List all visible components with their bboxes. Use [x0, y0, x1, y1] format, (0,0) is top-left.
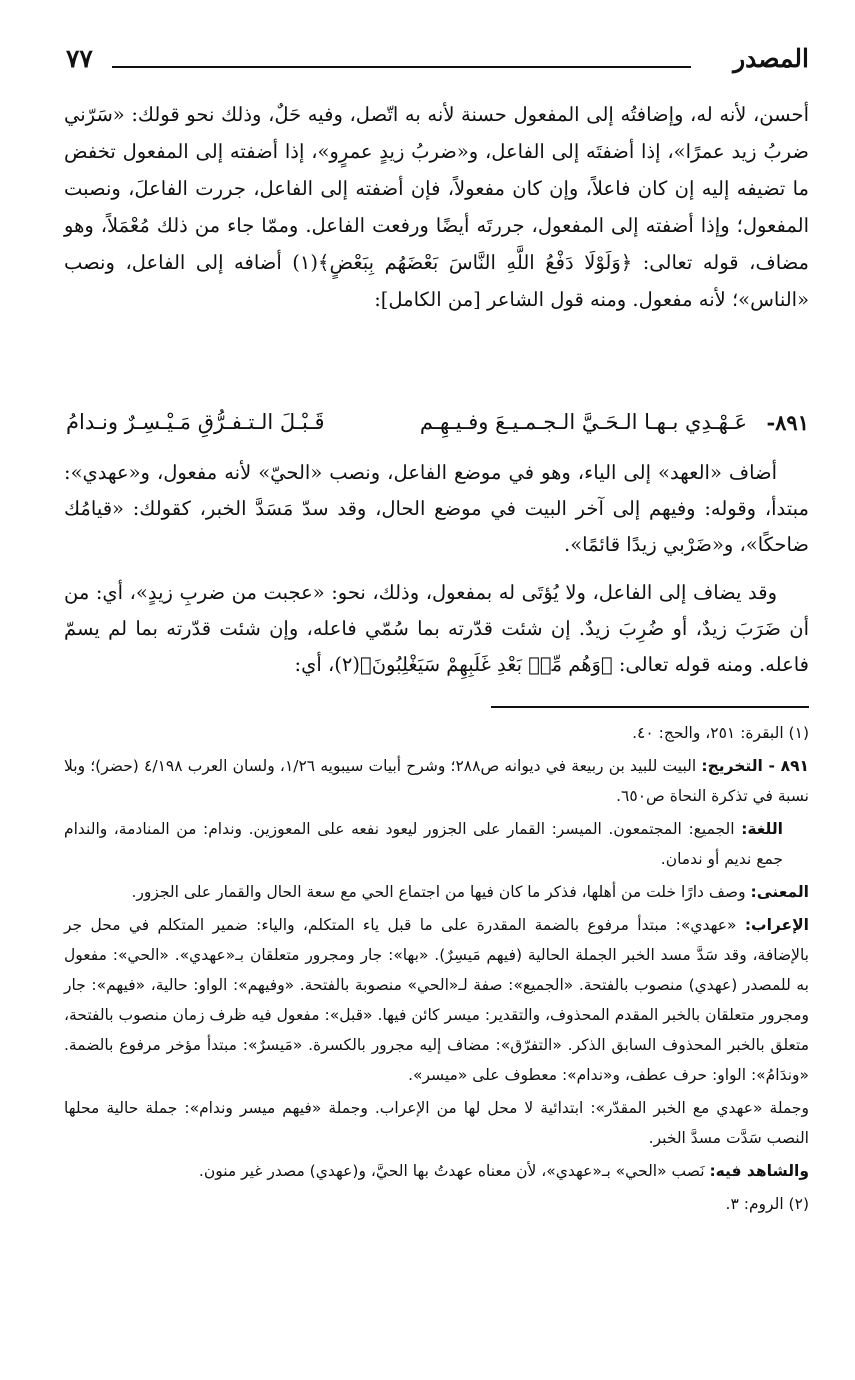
jumla-note: وجملة «عهدي مع الخبر المقدّر»: ابتدائية لا محل لها من الإعراب. وجملة «فيهم ميسر وندام»: جملة حالية محلها النصب سَدَّت مسدَّ الخبر. [64, 1099, 809, 1147]
shahid-note [64, 1156, 809, 1186]
paragraph: أحسن، لأنه له، وإضافتُه إلى المفعول حسنة لأنه به اتّصل، وفيه حَلٌ، وذلك نحو قولك: «سَرّني ضربُ زيد عمرًا»، إذا أضفتَه إلى الفاعل، و«ضربُ زيدٍ عمرٍو»، إذا أضفته إلى المفعول تخفض ما تضيفه إليه إن كان فاعلاً، وإن كان مفعولاً، فإن أضفته إلى الفاعل، جررت الفاعلَ، ونصبت المفعول؛ وإذا أضفته إلى المفعول، جررتَه أيضًا ورفعت الفاعل. وممّا جاء من ذلك مُعْمَلاً، وهو مضاف، قوله تعالى: ﴿وَلَوْلَا دَفْعُ اللَّهِ النَّاسَ بَعْضَهُم بِبَعْضٍ﴾(١) أضافه إلى الفاعل، ونصب «الناس»؛ لأنه مفعول. ومنه قول الشاعر [من الكامل]: [64, 103, 809, 311]
verse-second-hemistich: قَـبْـلَ الـتـفـرُّقِ مَـيْـسِـرٌ ونـدامُ [66, 410, 325, 434]
header-rule [112, 66, 691, 68]
takhrij-text: البيت للبيد بن ربيعة في ديوانه ص٢٨٨؛ وشرح أبيات سيبويه ١/٢٦، ولسان العرب ٤/١٩٨ (حضر)؛ وبلا نسبة في تذكرة النحاة ص٦٥٠. [64, 757, 809, 805]
main-text [64, 96, 809, 318]
irab-text: «عهدي»: مبتدأ مرفوع بالضمة المقدرة على ما قبل ياء المتكلم، والياء: ضمير المتكلم في محل جر بالإضافة، وقد سَدَّ مسد الخبر الجملة الحالية (فيهم مَيسِرٌ). «بها»: جار ومجرور متعلقان بـ«عهدي». «الحي»: مفعول به للمصدر (عهدي) منصوب بالفتحة. «الجميع»: صفة لـ«الحي» منصوبة بالفتحة. «وفيهم»: الواو: حالية، «فيهم»: جار ومجرور متعلقان بالخبر المقدم المحذوف، والتقدير: ميسر كائن فيها. «قبل»: مفعول فيه ظرف زمان منصوب بالفتحة، متعلق بالخبر المحذوف السابق الذكر. «التفرّق»: مضاف إليه مجرور بالكسرة. «مَيسرٌ»: مبتدأ مؤخر مرفوع بالضمة. «وندَامُ»: الواو: حرف عطف، و«ندام»: معطوف على «ميسر». [64, 916, 809, 1084]
takhrij-note [64, 751, 809, 811]
lugha-note [64, 814, 809, 874]
main-text-continued [64, 455, 809, 683]
paragraph: أضاف «العهد» إلى الياء، وهو في موضع الفاعل، ونصب «الحيّ» لأنه مفعول، و«عهدي»: مبتدأ، وقوله: وفيهم إلى آخر البيت في موضع الحال، وقد سدّ مَسَدَّ الخبر، كقولك: «قيامُك ضاحكًا»، و«ضَرْبي زيدًا قائمًا». [64, 461, 809, 556]
lugha-text: الجميع: المجتمعون. الميسر: القمار على الجزور ليعود نفعه على المعوزين. وندام: من المنادمة، والندام جمع نديم أو ندمان. [64, 820, 783, 868]
mana-note [64, 877, 809, 907]
footnote-1: (١) البقرة: ٢٥١، والحج: ٤٠. [632, 724, 809, 742]
irab-note [64, 910, 809, 1090]
page-number: ٧٧ [66, 44, 93, 73]
footnote-2: (٢) الروم: ٣. [725, 1195, 809, 1213]
footnote-separator [491, 706, 809, 708]
footnotes [64, 718, 809, 1222]
poetry-verse [66, 410, 809, 450]
verse-first-hemistich: عَـهْـدِي بـهـا الـحَـيَّ الـجـمـيـعَ وفـيـهِـم [419, 410, 747, 434]
mana-text: وصف دارًا خلت من أهلها، فذكر ما كان فيها من اجتماع الحي مع سعة الحال والقمار على الجزور. [131, 883, 746, 901]
paragraph: وقد يضاف إلى الفاعل، ولا يُؤتَى له بمفعول، وذلك، نحو: «عجبت من ضربِ زيدٍ»، أي: من أن ضَرَبَ زيدٌ، أو ضُرِبَ زيدٌ. إن شئت قدّرته بما سُمّي فاعله، وإن شئت قدّرته بما لم يسمّ فاعله. ومنه قوله تعالى: ﴿وَهُم مِّنۢ بَعْدِ غَلَبِهِمْ سَيَغْلِبُونَ﴾(٢)، أي: [64, 581, 809, 676]
mana-label: المعنى: [750, 883, 809, 901]
shahid-text: نَصب «الحي» بـ«عهدي»، لأن معناه عهدتُ بها الحيَّ، و(عهدي) مصدر غير منون. [198, 1162, 705, 1180]
verse-number: ٨٩١- [766, 410, 809, 435]
running-header [66, 44, 809, 84]
takhrij-label: ٨٩١ - التخريج: [701, 757, 809, 775]
shahid-label: والشاهد فيه: [709, 1162, 809, 1180]
chapter-title: المصدر [733, 44, 809, 73]
irab-label: الإعراب: [744, 916, 809, 934]
lugha-label: اللغة: [741, 820, 783, 838]
